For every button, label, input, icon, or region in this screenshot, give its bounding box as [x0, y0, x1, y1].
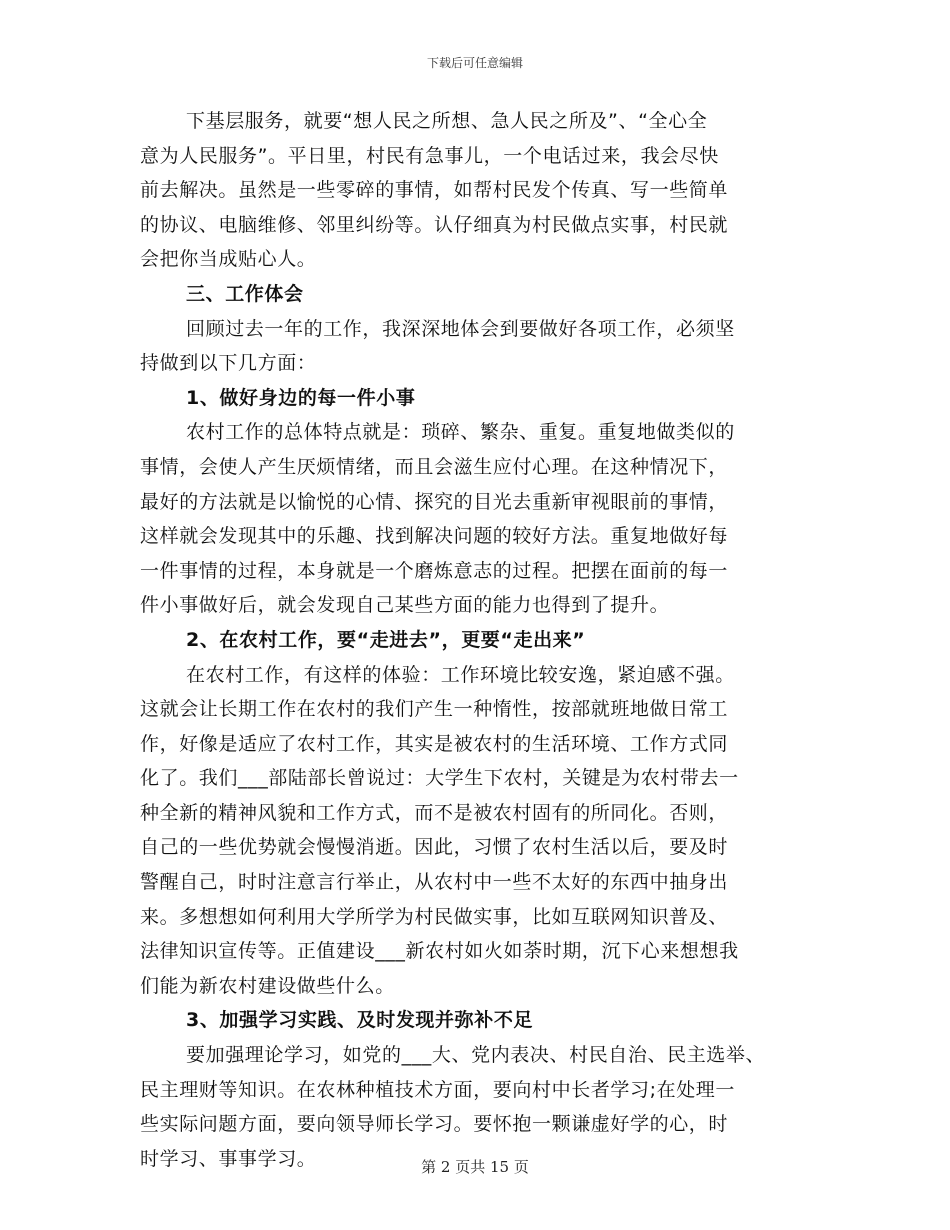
paragraph-line: 前去解决。虽然是一些零碎的事情，如帮村民发个传真、写一些简单	[140, 179, 729, 202]
paragraph-line: 这样就会发现其中的乐趣、找到解决问题的较好方法。重复地做好每	[140, 525, 729, 548]
paragraph-line: 一件事情的过程，本身就是一个磨炼意志的过程。把摆在面前的每一	[140, 559, 729, 582]
paragraph-line: 时学习、事事学习。	[140, 1147, 317, 1170]
paragraph-line: 警醒自己，时时注意言行举止，从农村中一些不太好的东西中抽身出	[140, 871, 729, 894]
paragraph-line: 会把你当成贴心人。	[140, 248, 317, 271]
paragraph-line: 最好的方法就是以愉悦的心情、探究的目光去重新审视眼前的事情，	[140, 490, 729, 513]
document-body	[140, 104, 812, 1176]
paragraph-line: 自己的一些优势就会慢慢消逝。因此，习惯了农村生活以后，要及时	[140, 836, 729, 859]
page-header: 下载后可任意编辑	[426, 56, 523, 70]
paragraph-line: 来。多想想如何利用大学所学为村民做实事，比如互联网知识普及、	[140, 905, 729, 928]
paragraph-line: 回顾过去一年的工作，我深深地体会到要做好各项工作，必须坚	[186, 317, 735, 340]
paragraph-line: 法律知识宣传等。正值建设___新农村如火如荼时期，沉下心来想想我	[140, 940, 739, 963]
paragraph-line: 要加强理论学习，如党的___大、党内表决、村民自治、民主选举、	[186, 1044, 766, 1067]
paragraph-line: 持做到以下几方面：	[140, 352, 317, 375]
paragraph-line: 意为人民服务”。平日里，村民有急事儿，一个电话过来，我会尽快	[140, 144, 719, 167]
paragraph-line: 民主理财等知识。在农林种植技术方面，要向村中长者学习;在处理一	[140, 1078, 736, 1101]
paragraph-line: 农村工作的总体特点就是：琐碎、繁杂、重复。重复地做类似的	[186, 421, 735, 444]
paragraph-line: 在农村工作，有这样的体验：工作环境比较安逸，紧迫感不强。	[186, 663, 735, 686]
page-number: 第 2 页共 15 页	[421, 1158, 529, 1176]
paragraph-line: 件小事做好后，就会发现自己某些方面的能力也得到了提升。	[140, 594, 670, 617]
paragraph-line: 种全新的精神风貌和工作方式，而不是被农村固有的所同化。否则，	[140, 801, 729, 824]
paragraph-line: 的协议、电脑维修、邻里纠纷等。认仔细真为村民做点实事，村民就	[140, 213, 729, 236]
paragraph-line: 事情，会使人产生厌烦情绪，而且会滋生应付心理。在这种情况下，	[140, 455, 729, 478]
section-heading: 3、加强学习实践、及时发现并弥补不足	[186, 1009, 534, 1032]
paragraph-line: 些实际问题方面，要向领导师长学习。要怀抱一颗谦虚好学的心，时	[140, 1113, 729, 1136]
paragraph-line: 作，好像是适应了农村工作，其实是被农村的生活环境、工作方式同	[140, 732, 729, 755]
paragraph-line: 这就会让长期工作在农村的我们产生一种惰性，按部就班地做日常工	[140, 698, 729, 721]
section-heading: 2、在农村工作，要“走进去”，更要“走出来”	[186, 628, 586, 651]
paragraph-line: 们能为新农村建设做些什么。	[140, 974, 395, 997]
paragraph-line: 化了。我们___部陆部长曾说过：大学生下农村，关键是为农村带去一	[140, 767, 739, 790]
section-heading: 三、工作体会	[186, 282, 304, 305]
paragraph-line: 下基层服务，就要“想人民之所想、急人民之所及”、“全心全	[186, 110, 708, 132]
section-heading: 1、做好身边的每一件小事	[186, 386, 416, 409]
